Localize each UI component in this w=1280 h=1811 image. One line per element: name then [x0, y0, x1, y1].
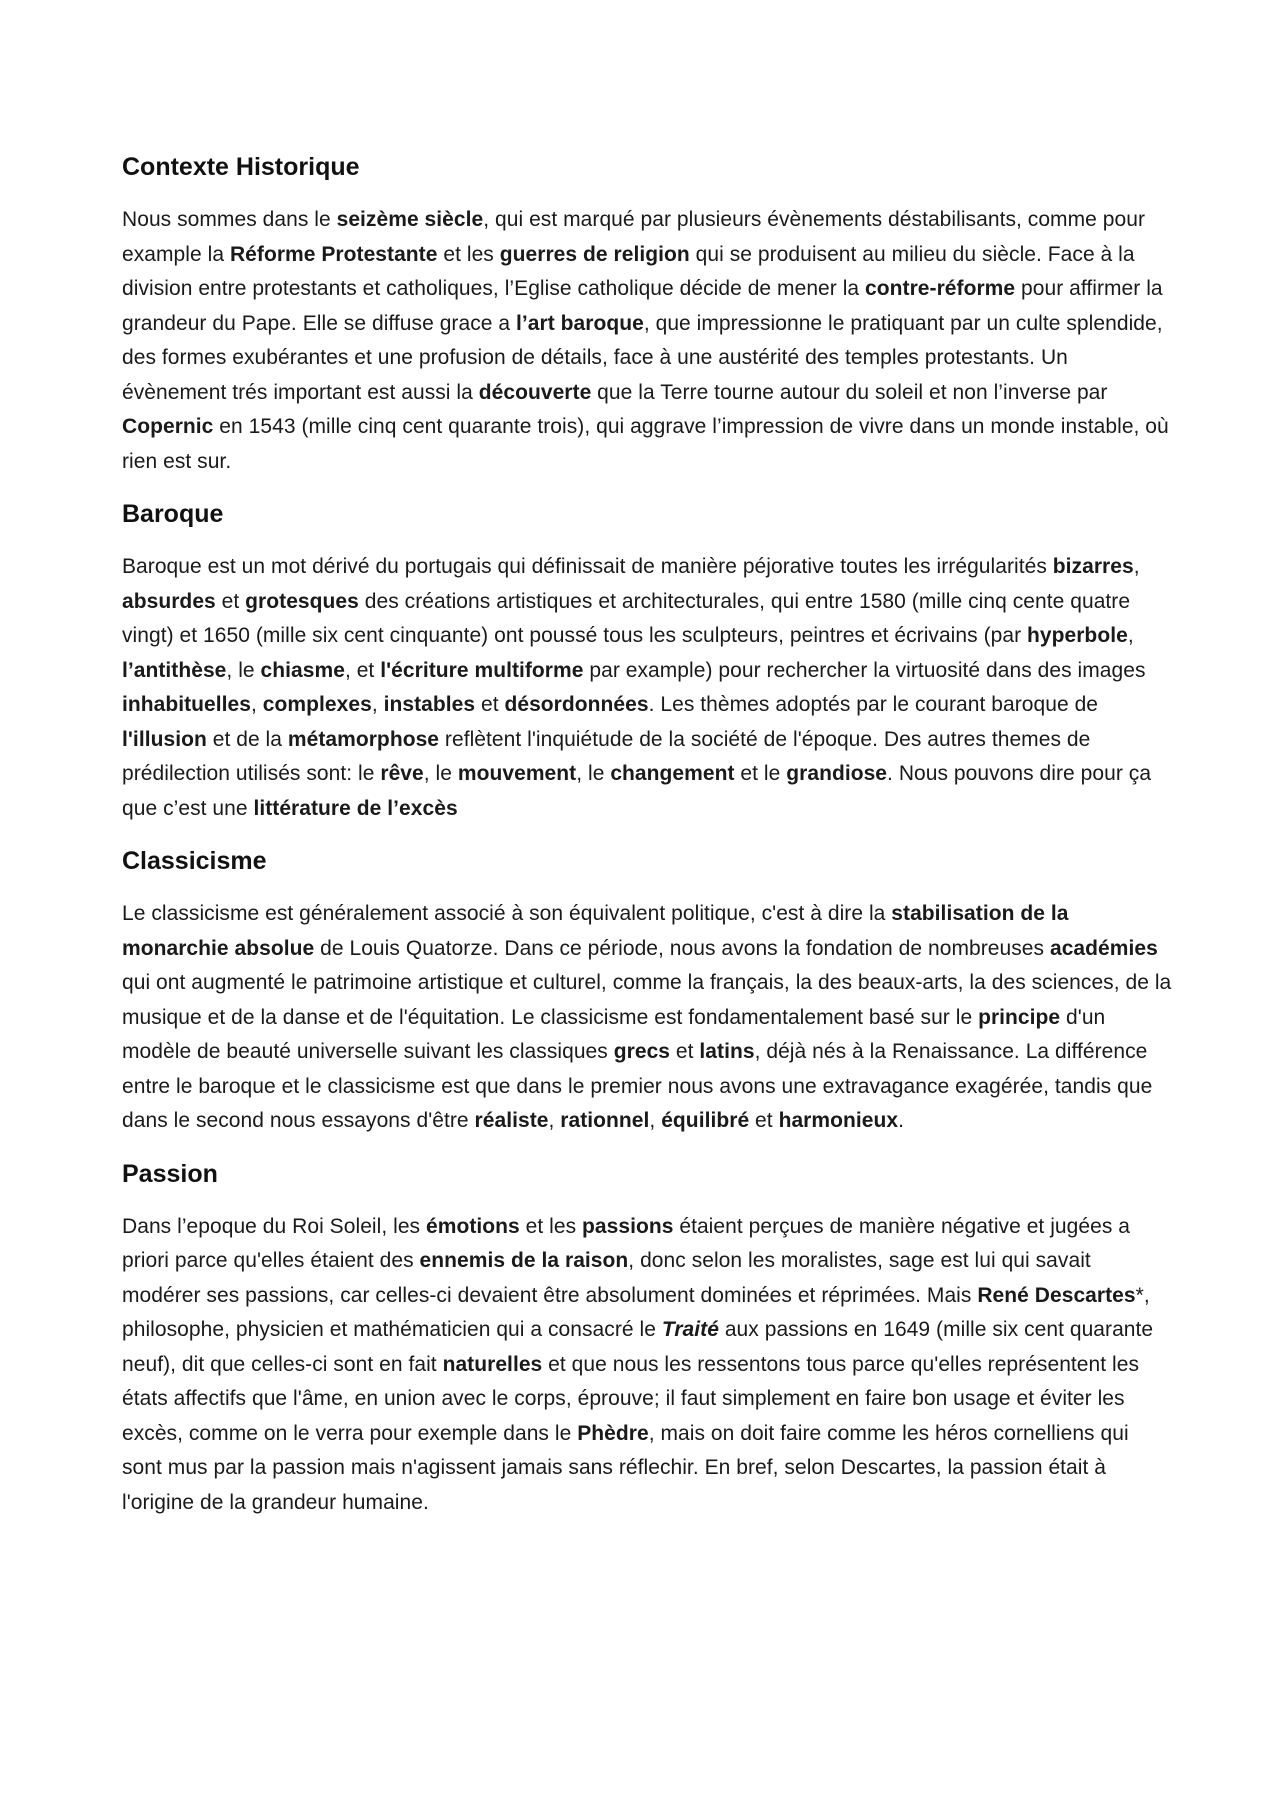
- section-heading: Contexte Historique: [122, 153, 360, 181]
- section-paragraph: [122, 550, 1172, 826]
- text-run: , et: [344, 658, 381, 682]
- text-run: *, philosophe, physicien et mathématicien qui a consacré le: [122, 1283, 1150, 1341]
- emphasis-term: ennemis de la raison: [419, 1249, 629, 1272]
- text-run: Dans l’epoque du Roi Soleil, les: [122, 1214, 426, 1238]
- text-run: par example) pour rechercher la virtuosité dans des images: [583, 658, 1146, 682]
- emphasis-term: réaliste: [474, 1109, 549, 1132]
- text-run: et que nous les ressentons tous parce qu'elles représentent les états affectifs que l'âme, en union avec le corps, éprouve; il faut simplement en faire bon usage et éviter les excès, comme on le verra pour exemple dans le: [122, 1352, 1140, 1445]
- text-run: et les: [437, 242, 500, 266]
- section-heading: Classicisme: [122, 847, 267, 875]
- text-run: ,: [1127, 624, 1134, 647]
- text-run: en 1543 (mille cinq cent quarante trois), qui aggrave l’impression de vivre dans un monde instable, où rien est sur.: [122, 415, 1169, 473]
- text-run: , mais on doit faire comme les héros cornelliens qui sont mus par la passion mais n'agissent jamais sans réflechir. En bref, selon Descartes, la passion était à l'origine de la grandeur humaine.: [122, 1421, 1129, 1514]
- emphasis-term: désordonnées: [504, 693, 649, 716]
- emphasis-term: bizarres: [1052, 555, 1134, 578]
- section-passion: [122, 1157, 1172, 1521]
- emphasis-term: contre-réforme: [865, 277, 1016, 300]
- emphasis-term: chiasme: [260, 658, 345, 682]
- text-run: . Nous pouvons dire pour ça que c’est une: [122, 762, 1152, 820]
- emphasis-term: guerres de religion: [499, 242, 690, 266]
- emphasis-term: littérature de l’excès: [253, 796, 458, 820]
- text-run: .: [898, 1109, 904, 1132]
- emphasis-term: émotions: [426, 1214, 520, 1238]
- text-run: ,: [371, 693, 384, 716]
- section-contexte-historique: [122, 150, 1172, 479]
- emphasis-term: latins: [699, 1040, 755, 1063]
- text-run: ,: [1133, 555, 1140, 578]
- emphasis-term: l'écriture multiforme: [380, 658, 584, 682]
- section-heading: Baroque: [122, 500, 224, 528]
- text-run: , que impressionne le pratiquant par un culte splendide, des formes exubérantes et une profusion de détails, face à une austérité des temples protestants. Un évènement trés important est aussi la: [122, 311, 1163, 404]
- emphasis-term: découverte: [478, 380, 592, 404]
- emphasis-term: instables: [383, 693, 476, 716]
- text-run: et: [215, 589, 246, 613]
- text-run: qui ont augmenté le patrimoine artistique et culturel, comme la français, la des beaux-arts, la des sciences, de la musique et de la danse et de l'équitation. Le classicisme est fondamentalement basé sur le: [122, 971, 1172, 1029]
- emphasis-term: mouvement: [457, 762, 577, 785]
- text-run: et les: [519, 1214, 583, 1238]
- text-run: que la Terre tourne autour du soleil et non l’inverse par: [591, 380, 1108, 404]
- emphasis-term: l'illusion: [122, 727, 207, 751]
- emphasis-term: équilibré: [661, 1109, 750, 1132]
- emphasis-term: l’art baroque: [515, 311, 644, 335]
- text-run: et de la: [206, 727, 288, 751]
- text-run: , donc selon les moralistes, sage est lui qui savait modérer ses passions, car celles-ci devaient être absolument dominées et réprimées. Mais: [122, 1249, 1091, 1307]
- section-paragraph: [122, 203, 1172, 479]
- text-run: ,: [251, 693, 263, 716]
- emphasis-term: métamorphose: [287, 727, 440, 751]
- emphasis-term: rationnel: [560, 1109, 650, 1132]
- emphasis-term: Copernic: [122, 415, 214, 438]
- emphasis-term: grecs: [613, 1040, 671, 1063]
- emphasis-term: grandiose: [786, 762, 888, 785]
- emphasis-term: l’antithèse: [122, 658, 227, 682]
- emphasis-term: seizème siècle: [336, 208, 484, 231]
- section-classicisme: [122, 844, 1172, 1139]
- section-baroque: [122, 497, 1172, 826]
- text-run: et: [749, 1109, 779, 1132]
- emphasis-term: grotesques: [245, 589, 359, 613]
- emphasis-term: académies: [1049, 936, 1158, 960]
- text-run: , le: [423, 762, 458, 785]
- emphasis-term: stabilisation de la monarchie absolue: [122, 902, 1069, 960]
- text-run: et le: [734, 762, 787, 785]
- emphasis-term: changement: [610, 762, 735, 785]
- text-run: de Louis Quatorze. Dans ce période, nous avons la fondation de nombreuses: [314, 936, 1050, 960]
- section-paragraph: [122, 897, 1172, 1139]
- emphasis-term: harmonieux: [778, 1109, 899, 1132]
- emphasis-term: René Descartes: [977, 1283, 1136, 1307]
- emphasis-term: inhabituelles: [122, 693, 252, 716]
- text-run: et: [475, 693, 505, 716]
- emphasis-term: hyperbole: [1027, 624, 1128, 647]
- text-run: ,: [548, 1109, 561, 1132]
- text-run: . Les thèmes adoptés par le courant baroque de: [648, 693, 1099, 716]
- section-paragraph: [122, 1210, 1172, 1521]
- text-run: , le: [576, 762, 611, 785]
- emphasis-term: complexes: [262, 693, 372, 716]
- emphasis-term: Réforme Protestante: [229, 242, 438, 266]
- text-run: pour affirmer la grandeur du Pape. Elle se diffuse grace a: [122, 277, 1163, 335]
- emphasis-term: passions: [582, 1214, 674, 1238]
- text-run: et: [670, 1040, 700, 1063]
- text-run: , déjà nés à la Renaissance. La différence entre le baroque et le classicisme est que dans le premier nous avons une extravagance exagérée, tandis que dans le second nous essayons d'être: [122, 1040, 1153, 1132]
- emphasis-term: Traité: [661, 1318, 719, 1341]
- text-run: aux passions en 1649 (mille six cent quarante neuf), dit que celles-ci sont en fait: [122, 1318, 1154, 1376]
- text-run: Le classicisme est généralement associé à son équivalent politique, c'est à dire la: [122, 902, 892, 925]
- emphasis-term: naturelles: [442, 1352, 543, 1376]
- text-run: des créations artistiques et architecturales, qui entre 1580 (mille cinq cente quatre vingt) et 1650 (mille six cent cinquante) ont poussé tous les sculpteurs, peintres et écrivains (par: [122, 589, 1131, 647]
- section-heading: Passion: [122, 1159, 218, 1188]
- text-run: qui se produisent au milieu du siècle. Face à la division entre protestants et catholiques, l’Eglise catholique décide de mener la: [122, 242, 1135, 300]
- text-run: Nous sommes dans le: [122, 208, 337, 231]
- text-run: , le: [226, 658, 261, 682]
- document-page: [122, 150, 1172, 1538]
- text-run: reflètent l'inquiétude de la société de l'époque. Des autres themes de prédilection utilisés sont: le: [122, 727, 1091, 785]
- text-run: d'un modèle de beauté universelle suivant les classiques: [122, 1005, 1106, 1063]
- text-run: , qui est marqué par plusieurs évènements déstabilisants, comme pour example la: [122, 208, 1145, 266]
- text-run: étaient perçues de manière négative et jugées a priori parce qu'elles étaient des: [122, 1214, 1130, 1272]
- text-run: ,: [649, 1109, 662, 1132]
- emphasis-term: Phèdre: [577, 1421, 649, 1445]
- emphasis-term: principe: [978, 1005, 1061, 1029]
- emphasis-term: absurdes: [122, 589, 216, 613]
- emphasis-term: rêve: [380, 762, 424, 785]
- text-run: Baroque est un mot dérivé du portugais qui définissait de manière péjorative toutes les irrégularités: [122, 555, 1053, 578]
